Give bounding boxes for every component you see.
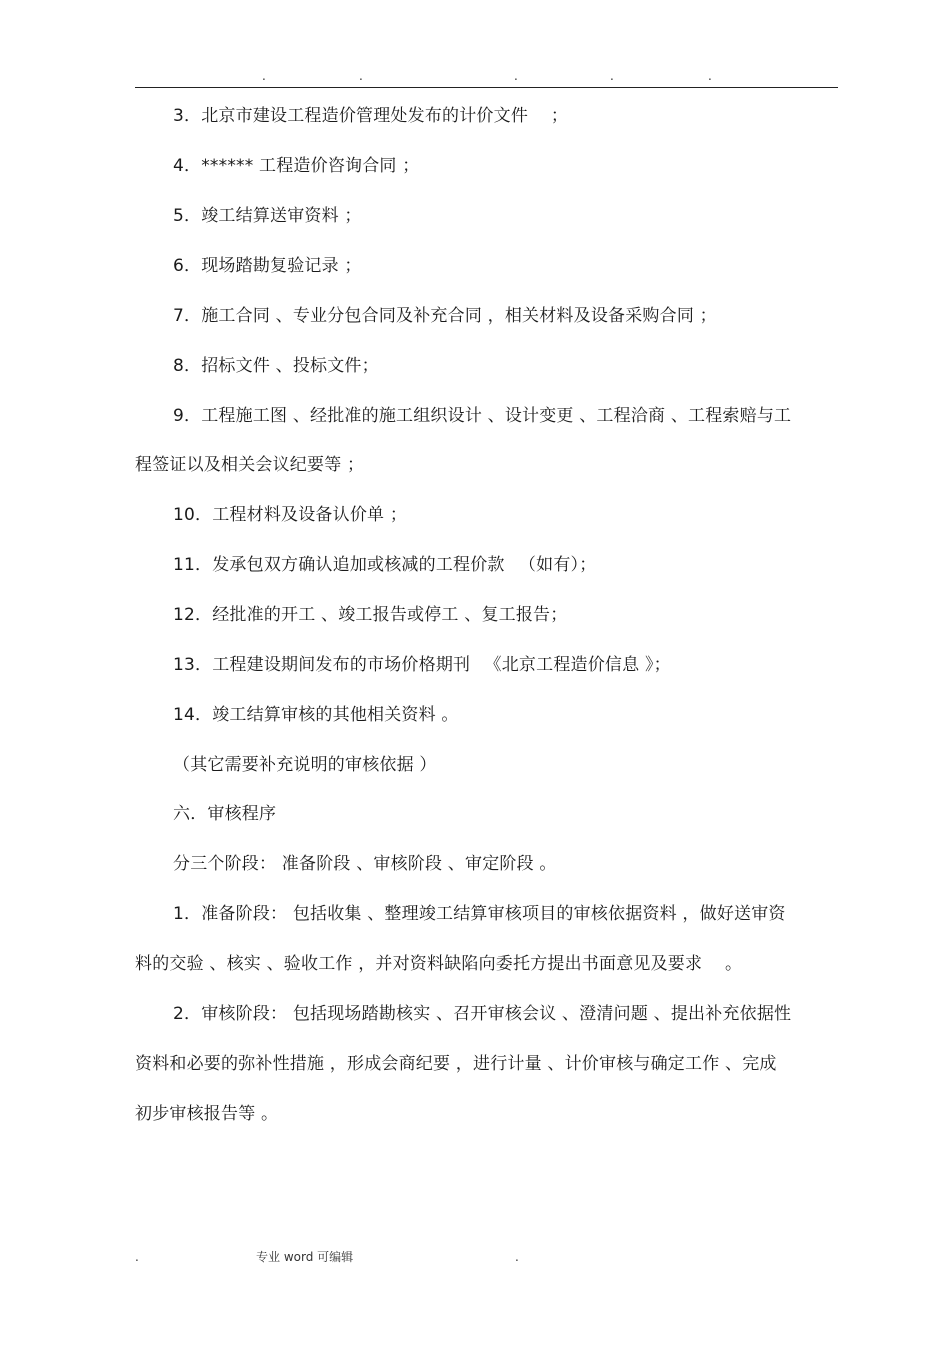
list-item: 3．北京市建设工程造价管理处发布的计价文件 ；: [173, 106, 569, 126]
list-item: 6．现场踏勘复验记录 ；: [173, 256, 362, 276]
paragraph: 分三个阶段： 准备阶段 、审核阶段 、审定阶段 。: [173, 854, 557, 874]
section-heading: 六．审核程序: [173, 804, 277, 824]
note-paragraph: （其它需要补充说明的审核依据 ）: [173, 755, 437, 775]
list-item: 12．经批准的开工 、竣工报告或停工 、复工报告；: [173, 605, 568, 625]
paragraph-continuation: 初步审核报告等 。: [135, 1104, 279, 1124]
header-rule: [135, 87, 838, 88]
list-item: 11．发承包双方确认追加或核减的工程价款 （如有）；: [173, 555, 597, 575]
footer-label: 专业 word 可编辑: [256, 1250, 354, 1264]
list-item-continuation: 程签证以及相关会议纪要等 ；: [135, 455, 365, 475]
footer-dot: .: [515, 1250, 519, 1264]
paragraph-continuation: 资料和必要的弥补性措施 ，形成会商纪要 ，进行计量 、计价审核与确定工作 、完成: [135, 1054, 777, 1074]
header-dot: .: [708, 69, 712, 83]
list-item: 8．招标文件 、投标文件；: [173, 356, 379, 376]
header-dot: .: [514, 69, 518, 83]
header-dot: .: [610, 69, 614, 83]
header-dot: .: [262, 69, 266, 83]
list-item: 9．工程施工图 、经批准的施工组织设计 、设计变更 、工程洽商 、工程索赔与工: [173, 406, 792, 426]
list-item: 13．工程建设期间发布的市场价格期刊 《北京工程造价信息 》；: [173, 655, 671, 675]
list-item: 7．施工合同 、专业分包合同及补充合同 ，相关材料及设备采购合同 ；: [173, 306, 717, 326]
paragraph-continuation: 料的交验 、核实 、验收工作 ，并对资料缺陷向委托方提出书面意见及要求 。: [135, 954, 743, 974]
header-dot: .: [359, 69, 363, 83]
list-item: 5．竣工结算送审资料 ；: [173, 206, 362, 226]
paragraph: 1．准备阶段： 包括收集 、整理竣工结算审核项目的审核依据资料 ，做好送审资: [173, 904, 786, 924]
list-item: 4．****** 工程造价咨询合同 ；: [173, 156, 420, 176]
list-item: 10．工程材料及设备认价单 ；: [173, 505, 408, 525]
list-item: 14．竣工结算审核的其他相关资料 。: [173, 705, 459, 725]
footer-dot: .: [135, 1250, 139, 1264]
paragraph: 2．审核阶段： 包括现场踏勘核实 、召开审核会议 、澄清问题 、提出补充依据性: [173, 1004, 792, 1024]
